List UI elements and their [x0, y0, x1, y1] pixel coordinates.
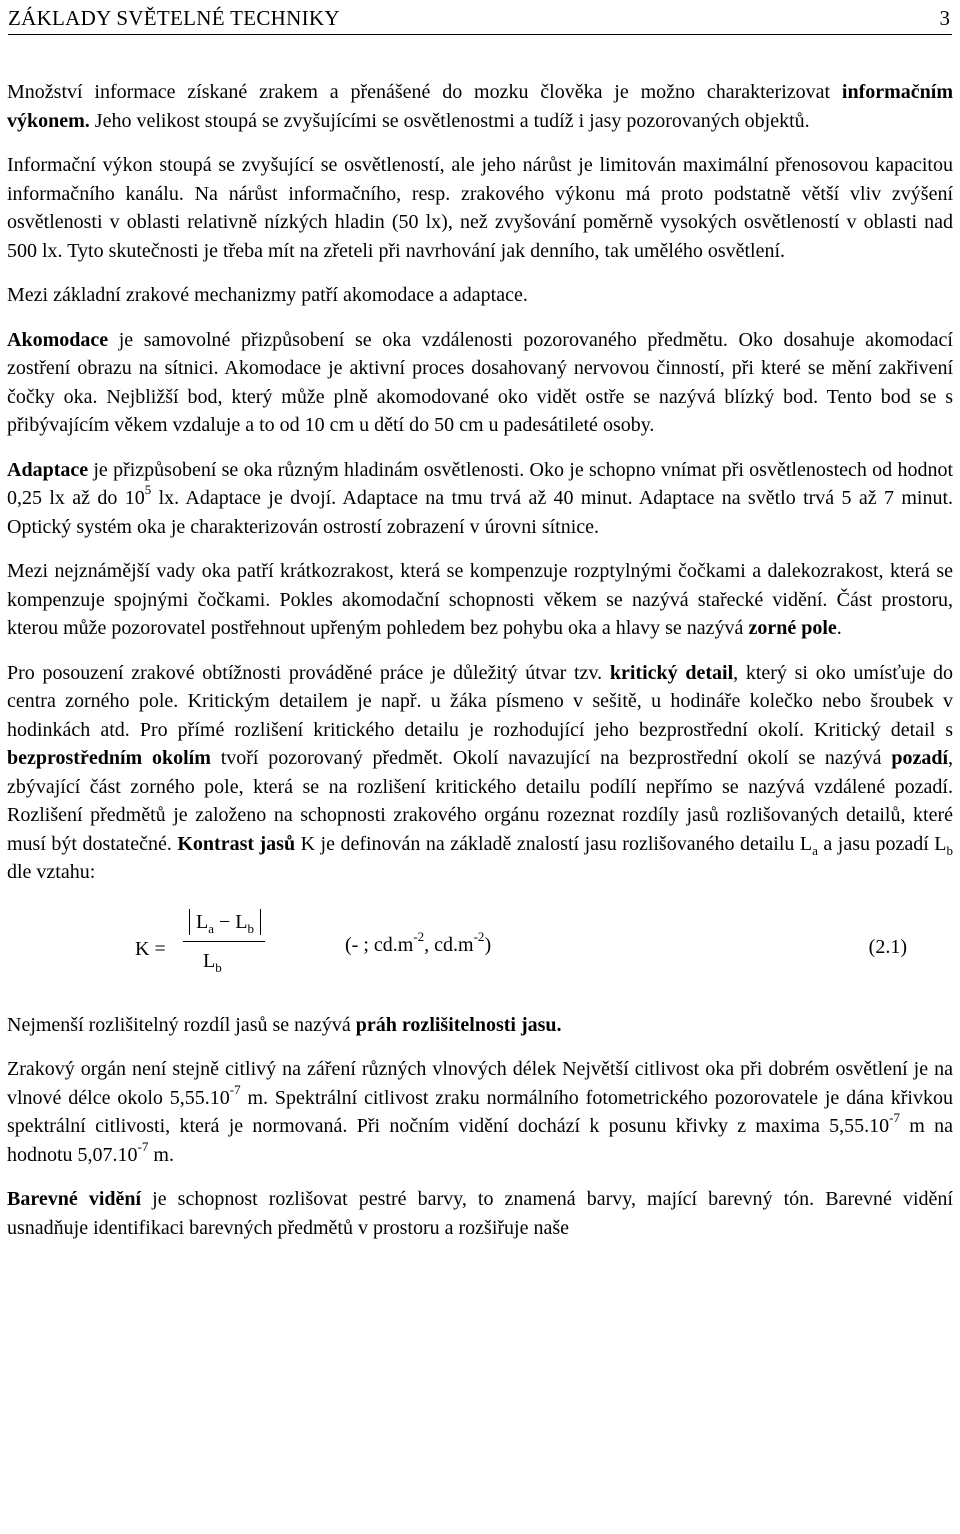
- formula-denominator: $L_b$: [203, 949, 222, 975]
- paragraph-information-output: Množství informace získané zrakem a přenášené do mozku člověka je možno charakterizovat informačním výkonem. Jeho velikost stoupá se zvyšujícími se osvětlenostmi a tudíž i jasy pozorovaných objektů.: [7, 81, 953, 132]
- page-number: 3: [939, 6, 950, 30]
- term-informacni-vykon: informačním výkonem.: [7, 81, 953, 132]
- page-header: [8, 4, 952, 35]
- term-kriticky-detail: kritický detail: [609, 661, 734, 684]
- formula-lhs: K =: [135, 937, 166, 960]
- paragraph-eye-defects: Mezi nejznámější vady oka patří krátkozrakost, která se kompenzuje rozptylnými čočkami a dalekozrakost, která se kompenzuje spojnými čočkami. Pokles akomodační schopnosti věkem se nazývá stařecké vidění. Část prostoru, kterou může pozorovatel postřehnout upřeným pohledem bez pohybu oka a hlavy se nazývá zorné pole.: [7, 560, 953, 639]
- document-body: [7, 78, 953, 1258]
- header-title: ZÁKLADY SVĚTELNÉ TECHNIKY: [8, 6, 340, 30]
- paragraph-spectral-sensitivity: Zrakový orgán není stejně citlivý na záření různých vlnových délek Největší citlivost oka při dobrém osvětlení je na vlnové délce okolo $5,55.10^{-7}$ m. Spektrální citlivost zraku normálního fotometrického pozorovatele je dána křivkou spektrální citlivosti, která je normovaná. Při nočním vidění dochází k posunu křivky z maxima $5,55.10^{-7}$ m na hodnotu $5,07.10^{-7}$ m.: [7, 1058, 953, 1166]
- term-kontrast-jasu: Kontrast jasů: [177, 832, 296, 855]
- formula-numerator: $L_a - L_b$: [189, 909, 261, 935]
- paragraph-color-vision: Barevné vidění je schopnost rozlišovat pestré barvy, to znamená barvy, mající barevný tón. Barevné vidění usnadňuje identifikaci barevných předmětů v prostoru a rozšiřuje naše: [7, 1188, 953, 1239]
- term-barevne-videni: Barevné vidění: [7, 1188, 142, 1210]
- term-adaptace: Adaptace: [7, 458, 89, 481]
- paragraph-adaptation: Adaptace je přizpůsobení se oka různým hladinám osvětlenosti. Oko je schopno vnímat při osvětlenostech od hodnot 0,25 lx až do $10^5$ lx. Adaptace je dvojí. Adaptace na tmu trvá až 40 minut. Adaptace na světlo trvá 5 až 7 minut. Optický systém oka je charakterizován ostrostí zobrazení v úrovni sítnice.: [7, 458, 954, 538]
- fraction-bar: [183, 941, 265, 942]
- paragraph-critical-detail: Pro posouzení zrakové obtížnosti prováděné práce je důležitý útvar tzv. kritický detail, který si oko umísťuje do centra zorného pole. Kritickým detailem je např. u žáka písmeno v sešitě, u hodináře kolečko nebo šroubek v hodinkách atd. Pro přímé rozlišení kritického detailu je rozhodující jeho bezprostřední okolí. Kritický detail s bezprostředním okolím tvoří pozorovaný předmět. Okolí navazující na bezprostřední okolí se nazývá pozadí, zbývající část zorného pole, která se na rozlišení kritického detailu podílí nepřímo se nazývá vzdálené pozadí. Rozlišení předmětů je založeno na schopnosti zrakového orgánu rozeznat rozdíly jasů rozlišovaných detailů, které musí být dostatečné. Kontrast jasů K je definován na základě znalostí jasu rozlišovaného detailu $L_a$ a jasu pozadí $L_b$ dle vztahu:: [7, 661, 954, 883]
- paragraph-mechanisms: Mezi základní zrakové mechanizmy patří akomodace a adaptace.: [7, 284, 528, 306]
- paragraph-accommodation: Akomodace je samovolné přizpůsobení se oka vzdálenosti pozorovaného předmětu. Oko dosahuje akomodací zostření obrazu na sítnici. Akomodace je aktivní proces dosahovaný nervovou činností, při které se mění zakřivení čočky oka. Nejbližší bod, který může plně akomodované oko vidět ostře se nazývá blízký bod. Tento bod se s přibývajícím věkem vzdaluje a to od 10 cm u dětí do 50 cm u padesátileté osoby.: [7, 328, 953, 436]
- term-pozadi: pozadí: [891, 747, 949, 769]
- formula-fraction: [183, 903, 265, 993]
- term-prah-rozlisitelnosti: práh rozlišitelnosti jasu.: [355, 1013, 562, 1036]
- formula-contrast: [7, 903, 953, 999]
- formula-units: (- ; $cd.m^{-2}$, $cd.m^{-2}$): [345, 928, 492, 956]
- equation-number: (2.1): [868, 935, 907, 958]
- term-bezprostredni-okoli: bezprostředním okolím: [7, 747, 211, 769]
- term-akomodace: Akomodace: [7, 328, 109, 351]
- term-zorne-pole: zorné pole: [748, 617, 837, 639]
- paragraph-information-capacity: Informační výkon stoupá se zvyšující se osvětleností, ale jeho nárůst je limitován maximální přenosovou kapacitou informačního kanálu. Na nárůst informačního, resp. zrakového výkonu má proto podstatně větší vliv zvýšení osvětlenosti v oblasti relativně nízkých hladin (50 lx), než zvyšování poměrně vysokých osvětleností v oblasti nad 500 lx. Tyto skutečnosti je třeba mít na zřeteli při navrhování jak denního, tak umělého osvětlení.: [7, 154, 953, 262]
- paragraph-threshold: Nejmenší rozlišitelný rozdíl jasů se nazývá práh rozlišitelnosti jasu.: [7, 1013, 562, 1036]
